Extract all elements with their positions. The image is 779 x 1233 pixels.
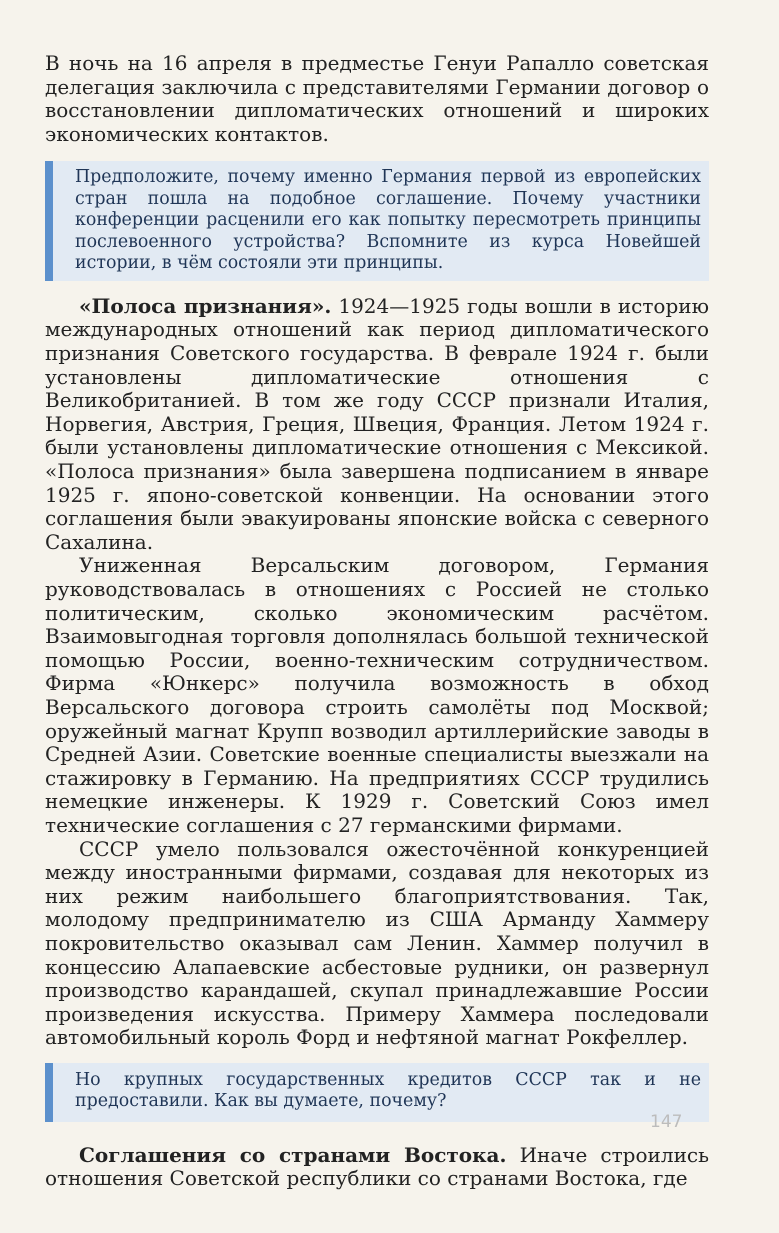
question-box-germany [45,161,709,281]
question-text-germany: Предположите, почему именно Германия первой из европейских стран пошла на подобное соглашение. Почему участники конференции расценили его как попытку пересмотреть принципы послевоенного устройства? Вспомните из курса Новейшей истории, в чём состояли эти принципы. [75,167,701,274]
question-box-credits [45,1063,709,1122]
question-text-credits: Но крупных государственных кредитов СССР так и не предоставили. Как вы думаете, почему? [75,1069,701,1112]
question-bar [45,161,53,281]
paragraph-rapallo: В ночь на 16 апреля в предместье Генуи Рапалло советская делегация заключила с представителями Германии договор о восстановлении дипломатических отношений и широких экономических контактов. [45,51,709,146]
paragraph-recognition-body: 1924—1925 годы вошли в историю международных отношений как период дипломатического признания Советского государства. В феврале 1924 г. были установлены дипломатические отношения с Великобританией. В том же году СССР признали Италия, Норвегия, Австрия, Греция, Швеция, Франция. Летом 1924 г. были установлены дипломатические отношения с Мексикой. «Полоса признания» была завершена подписанием в январе 1925 г. японо-советской конвенции. На основании этого соглашения были эвакуированы японские войска с северного Сахалина. [45,293,710,554]
paragraph-germany-economy: Униженная Версальским договором, Германия руководствовалась в отношениях с Россией не столько политическим, сколько экономическим расчётом. Взаимовыгодная торговля дополнялась большой технической помощью России, военно-техническим сотрудничеством. Фирма «Юнкерс» получила возможность в обход Версальского договора строить самолёты под Москвой; оружейный магнат Крупп возводил артиллерийские заводы в Средней Азии. Советские военные специалисты выезжали на стажировку в Германию. На предприятиях СССР трудились немецкие инженеры. К 1929 г. Советский Союз имел технические соглашения с 27 германскими фирмами. [45,553,709,837]
page-number: 147 [650,1112,683,1132]
page-content [45,52,709,1191]
paragraph-recognition [45,295,709,555]
paragraph-east-body: Иначе строились отношения Советской республики со странами Востока, где [45,1142,709,1191]
heading-recognition: «Полоса признания». [79,293,332,318]
heading-east: Соглашения со странами Востока. [79,1142,507,1167]
question-bar [45,1063,53,1122]
paragraph-east [45,1144,709,1191]
paragraph-hammer: СССР умело пользовался ожесточённой конкуренцией между иностранными фирмами, создавая для некоторых из них режим наибольшего благоприятствования. Так, молодому предпринимателю из США Арманду Хаммеру покровительство оказывал сам Ленин. Хаммер получил в концессию Алапаевские асбестовые рудники, он развернул производство карандашей, скупал принадлежавшие России произведения искусства. Примеру Хаммера последовали автомобильный король Форд и нефтяной магнат Рокфеллер. [45,836,709,1050]
